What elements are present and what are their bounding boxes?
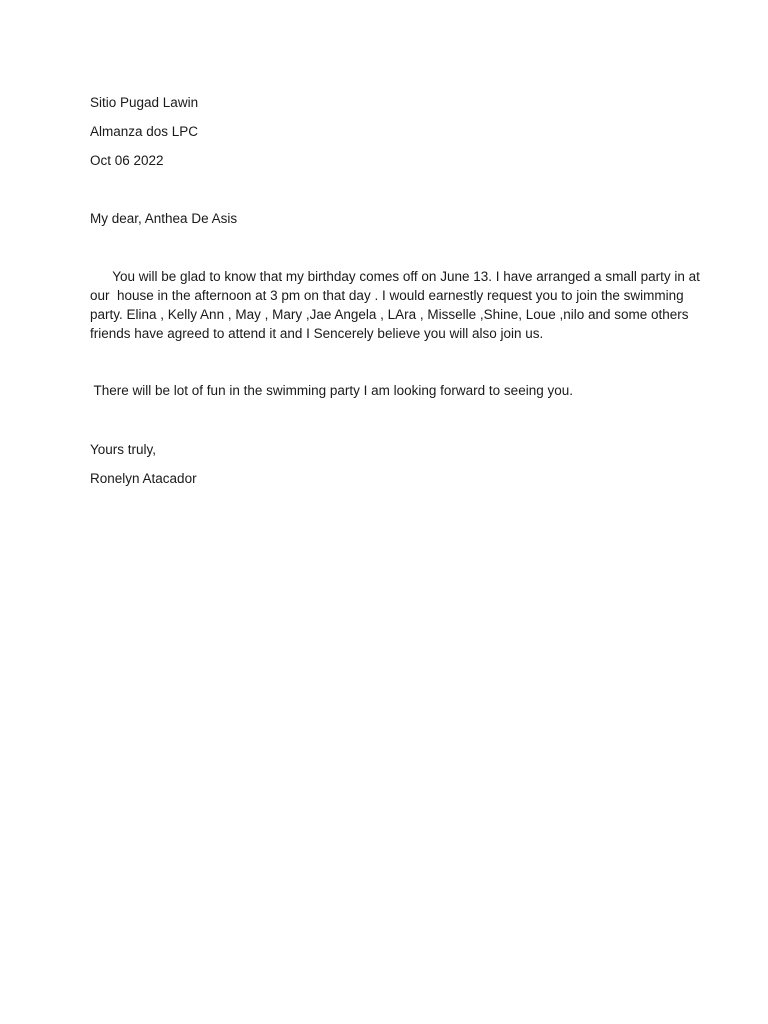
salutation: My dear, Anthea De Asis xyxy=(90,211,238,226)
signature-name: Ronelyn Atacador xyxy=(90,471,197,486)
body-paragraph-1 xyxy=(90,268,700,344)
body-paragraph-1-line: friends have agreed to attend it and I Sencerely believe you will also join us. xyxy=(90,326,544,341)
address-line-2: Almanza dos LPC xyxy=(90,124,199,139)
body-paragraph-2: There will be lot of fun in the swimming party I am looking forward to seeing you. xyxy=(90,383,573,398)
body-paragraph-1-line: our house in the afternoon at 3 pm on that day . I would earnestly request you to join the swimming xyxy=(90,288,684,303)
valediction: Yours truly, xyxy=(90,442,157,457)
letter-date: Oct 06 2022 xyxy=(90,153,164,168)
body-paragraph-1-line: You will be glad to know that my birthday comes off on June 13. I have arranged a small party in at xyxy=(90,269,700,284)
address-line-1: Sitio Pugad Lawin xyxy=(90,95,199,110)
body-paragraph-1-line: party. Elina , Kelly Ann , May , Mary ,Jae Angela , LAra , Misselle ,Shine, Loue ,nilo and some others xyxy=(90,307,689,322)
